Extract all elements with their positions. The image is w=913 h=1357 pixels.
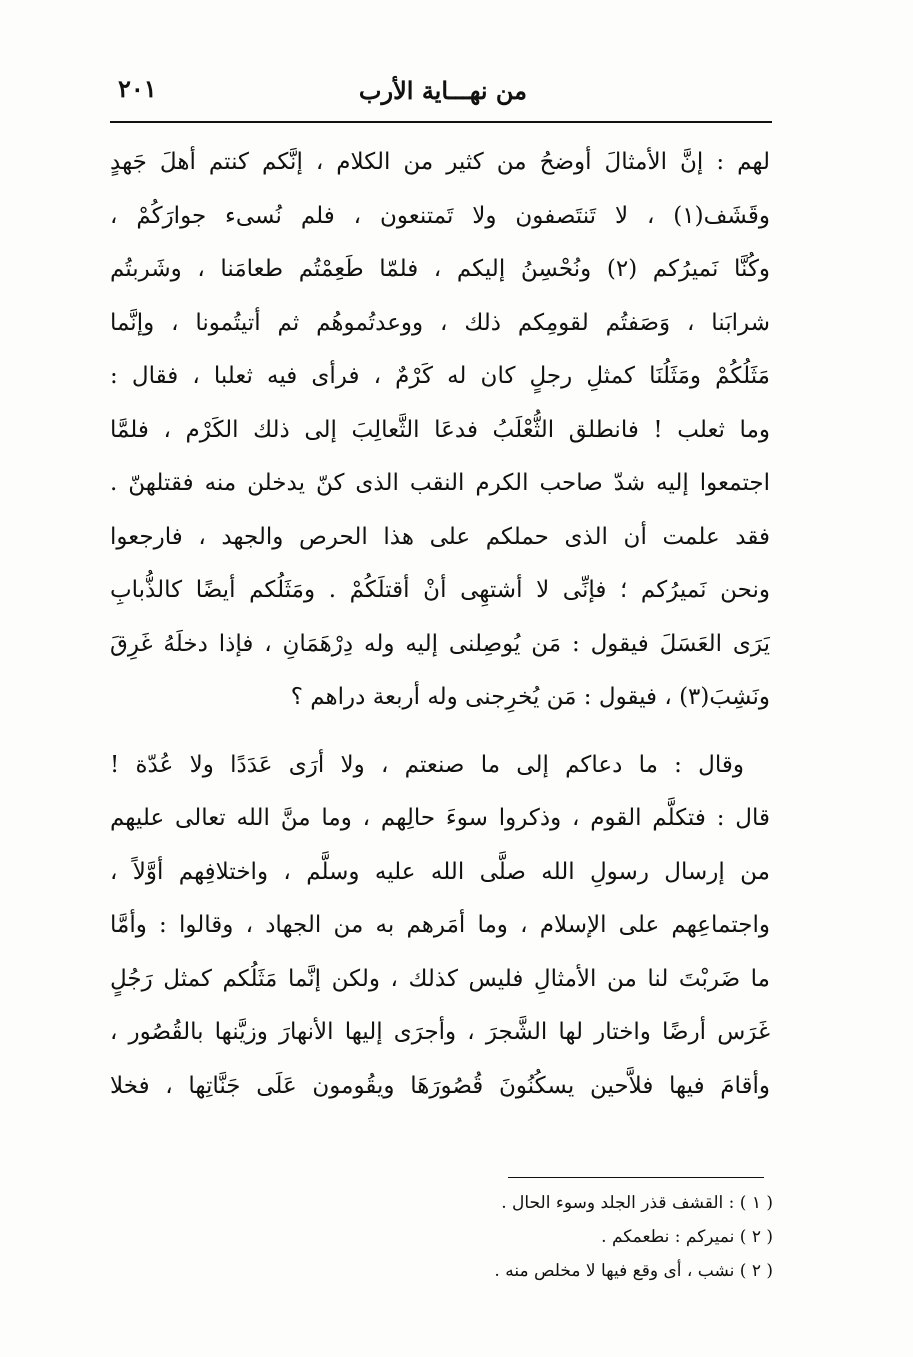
text-line: مَثَلُكُمْ ومَثَلُنَا كمثلِ رجلٍ كان له كَرْمٌ ، فرأى فيه ثعلبا ، فقال :: [110, 363, 770, 389]
footnote: ( ٢ ) نميركم : نطعمكم .: [601, 1227, 773, 1247]
text-line: وما ثعلب ! فانطلق الثُّعْلَبُ فدعَا الثَّعالِبَ إلى ذلك الكَرْم ، فلمَّا: [110, 416, 770, 443]
text-line: وأقامَ فيها فلاَّحين يسكُنُونَ قُصُورَهَا ويقُومون عَلَى جَنَّاتِها ، فخلا: [110, 1072, 770, 1099]
text-line: وقَشَف(١) ، لا تَنتَصفون ولا تَمتنعون ، فلم نُسىء جوارَكُمْ ،: [110, 202, 770, 229]
text-line: قال : فتكلَّم القوم ، وذكروا سوءَ حالِهم ، وما منَّ الله تعالى عليهم: [110, 805, 770, 831]
text-line: ما ضَربْتَ لنا من الأمثالِ فليس كذلك ، ولكن إنَّما مَثَلُكم كمثل رَجُلٍ: [110, 965, 770, 992]
text-line: لهم : إنَّ الأمثالَ أوضحُ من كثير من الكلام ، إنَّكم كنتم أهلَ جَهدٍ: [110, 149, 770, 175]
text-line: فقد علمت أن الذى حملكم على هذا الحرص والجهد ، فارجعوا: [110, 523, 770, 550]
header-divider: [110, 121, 772, 123]
page-number: ٢٠١: [118, 74, 157, 103]
footnote-divider: [508, 1177, 764, 1178]
text-line: ونَشِبَ(٣) ، فيقول : مَن يُخرِجنى وله أربعة دراهم ؟: [290, 684, 770, 710]
running-header: [110, 70, 772, 116]
text-line: شرابَنا ، وَصَفتُم لقومِكم ذلك ، ووعدتُموهُم ثم أتيتُمونا ، وإنَّما: [110, 309, 770, 336]
header-title: من نهـــاية الأرب: [358, 76, 527, 105]
text-line: يَرَى العَسَلَ فيقول : مَن يُوصِلنى إليه وله دِرْهَمَانِ ، فإذا دخلَهُ غَرِقَ: [110, 630, 770, 657]
footnotes: [133, 1186, 773, 1288]
text-line: اجتمعوا إليه شدّ صاحب الكرم النقب الذى كنّ يدخلن منه فقتلهنّ .: [110, 470, 770, 496]
text-line: من إرسال رسولِ الله صلَّى الله عليه وسلَّم ، واختلافِهم أوَّلاً ،: [110, 858, 770, 885]
text-line: ونحن نَميرُكم ؛ فإنِّى لا أشتهِى أنْ أقتلَكُمْ . ومَثَلُكم أيضًا كالذُّبابِ: [110, 577, 770, 603]
text-line: واجتماعِهم على الإسلام ، وما أمَرهم به من الجهاد ، وقالوا : وأمَّا: [110, 912, 770, 938]
text-line: وكُنَّا نَميرُكم (٢) ونُحْسِنُ إليكم ، فلمّا طَعِمْتُم طعامَنا ، وشَربتُم: [110, 256, 770, 282]
paragraph-gap: [110, 725, 770, 739]
main-text: [110, 136, 770, 1113]
footnote: ( ٢ ) نشب ، أى وقع فيها لا مخلص منه .: [494, 1261, 773, 1281]
footnote: ( ١ ) : القشف قذر الجلد وسوء الحال .: [501, 1193, 773, 1213]
text-line: غَرَس أرضًا واختار لها الشَّجرَ ، وأجرَى إليها الأنهارَ وزيَّنها بالقُصُور ،: [110, 1019, 770, 1045]
text-line: وقال : ما دعاكم إلى ما صنعتم ، ولا أرَى عَدَدًا ولا عُدّة !: [110, 751, 744, 778]
